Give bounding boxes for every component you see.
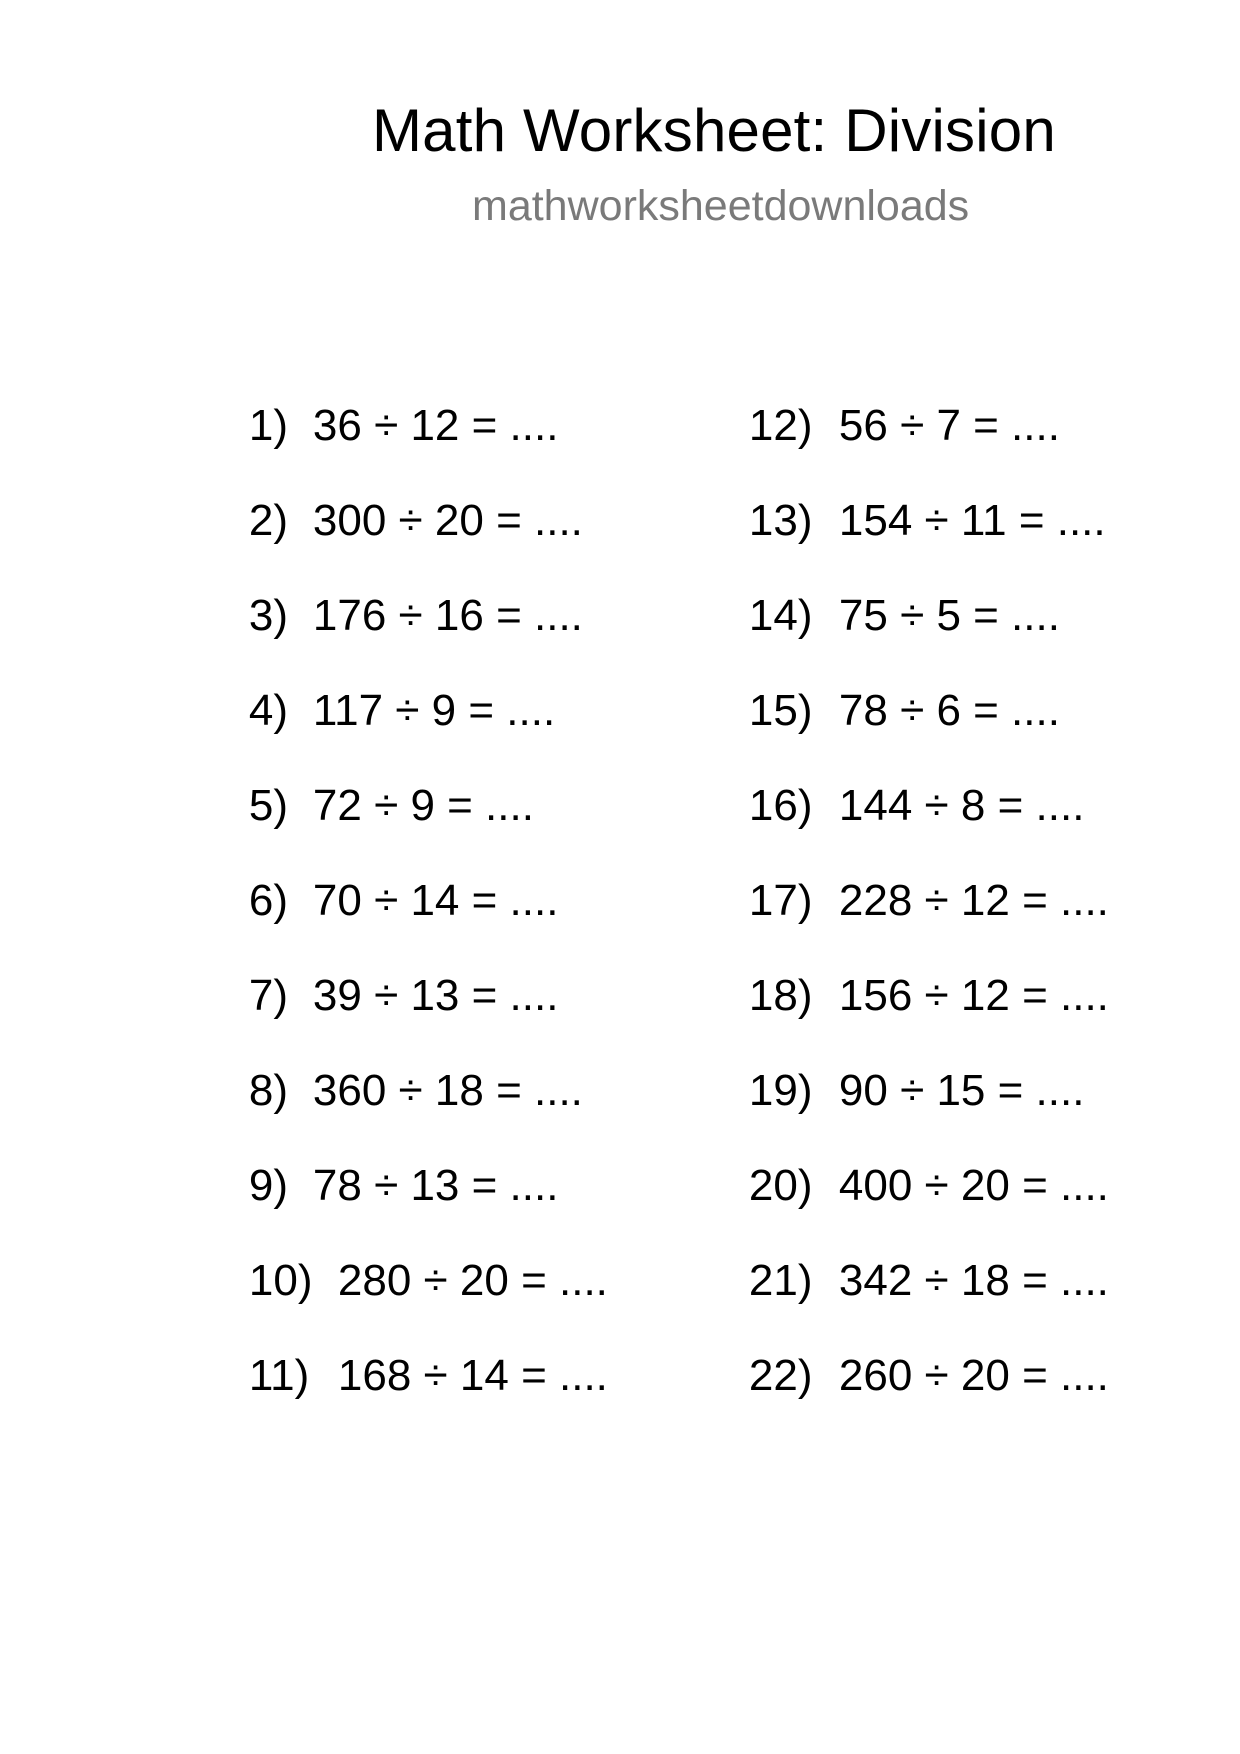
problem-expression: 154 ÷ 11 = .... <box>838 496 1106 545</box>
problem-item <box>200 728 534 830</box>
problem-item <box>200 348 559 450</box>
problem-item <box>200 538 583 640</box>
page-title: Math Worksheet: Division <box>372 97 1056 164</box>
problem-expression: 78 ÷ 6 = .... <box>838 686 1060 735</box>
problem-number: 16) <box>748 781 813 830</box>
problem-item <box>200 1298 608 1400</box>
problem-item <box>700 1013 1085 1115</box>
problem-number: 4) <box>248 686 289 735</box>
problem-item <box>700 348 1060 450</box>
problem-item <box>200 1013 583 1115</box>
problem-number: 15) <box>748 686 813 735</box>
problem-item <box>200 633 556 735</box>
problem-item <box>700 538 1060 640</box>
problem-item <box>700 918 1109 1020</box>
problem-number: 19) <box>748 1066 813 1115</box>
problem-expression: 72 ÷ 9 = .... <box>312 781 534 830</box>
problem-expression: 228 ÷ 12 = .... <box>838 876 1109 925</box>
problem-item <box>700 1298 1109 1400</box>
problem-item <box>200 823 559 925</box>
problem-number: 10) <box>248 1256 313 1305</box>
problem-expression: 36 ÷ 12 = .... <box>312 401 559 450</box>
problem-expression: 360 ÷ 18 = .... <box>312 1066 583 1115</box>
problem-item <box>200 1203 608 1305</box>
problem-number: 17) <box>748 876 813 925</box>
problem-item <box>200 918 559 1020</box>
problem-item <box>700 823 1109 925</box>
problem-expression: 300 ÷ 20 = .... <box>312 496 583 545</box>
problem-number: 2) <box>248 496 289 545</box>
problem-number: 21) <box>748 1256 813 1305</box>
problem-number: 5) <box>248 781 289 830</box>
problem-expression: 56 ÷ 7 = .... <box>838 401 1060 450</box>
problem-expression: 280 ÷ 20 = .... <box>337 1256 608 1305</box>
problem-expression: 342 ÷ 18 = .... <box>838 1256 1109 1305</box>
problem-item <box>700 633 1060 735</box>
problem-expression: 144 ÷ 8 = .... <box>838 781 1085 830</box>
problem-number: 11) <box>248 1351 310 1400</box>
problem-number: 14) <box>748 591 813 640</box>
problem-number: 1) <box>248 401 289 450</box>
problem-expression: 260 ÷ 20 = .... <box>838 1351 1109 1400</box>
problem-expression: 90 ÷ 15 = .... <box>838 1066 1085 1115</box>
problem-number: 13) <box>748 496 813 545</box>
problem-expression: 117 ÷ 9 = .... <box>312 686 556 735</box>
problem-expression: 176 ÷ 16 = .... <box>312 591 583 640</box>
problem-number: 6) <box>248 876 289 925</box>
page-subtitle: mathworksheetdownloads <box>472 182 970 230</box>
problem-item <box>700 728 1085 830</box>
problem-item <box>700 1203 1109 1305</box>
problem-expression: 39 ÷ 13 = .... <box>312 971 559 1020</box>
problem-item <box>700 443 1106 545</box>
problem-expression: 400 ÷ 20 = .... <box>838 1161 1109 1210</box>
problem-expression: 168 ÷ 14 = .... <box>337 1351 608 1400</box>
problem-number: 7) <box>248 971 289 1020</box>
problem-number: 12) <box>748 401 813 450</box>
problem-item <box>200 443 583 545</box>
problem-expression: 156 ÷ 12 = .... <box>838 971 1109 1020</box>
problem-item <box>200 1108 559 1210</box>
problem-number: 9) <box>248 1161 289 1210</box>
problem-item <box>700 1108 1109 1210</box>
problem-expression: 78 ÷ 13 = .... <box>312 1161 559 1210</box>
problem-number: 3) <box>248 591 289 640</box>
problem-number: 22) <box>748 1351 813 1400</box>
problem-expression: 75 ÷ 5 = .... <box>838 591 1060 640</box>
problem-number: 8) <box>248 1066 289 1115</box>
problem-number: 20) <box>748 1161 813 1210</box>
problem-expression: 70 ÷ 14 = .... <box>312 876 559 925</box>
problem-number: 18) <box>748 971 813 1020</box>
